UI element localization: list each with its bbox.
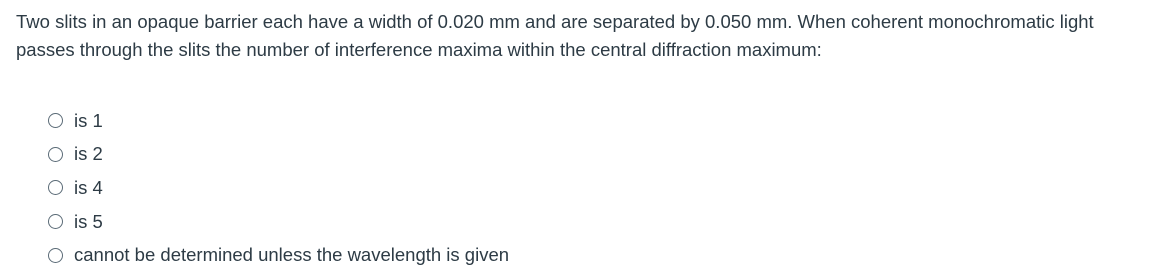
question-text: Two slits in an opaque barrier each have a width of 0.020 mm and are separated by 0.050 mm. When coherent monochromatic light passes through the slits the number of interference maxima within the central diffraction maximum: <box>16 11 1094 60</box>
radio-button[interactable] <box>48 147 63 162</box>
answer-option-5[interactable] <box>48 238 509 272</box>
radio-button[interactable] <box>48 113 63 128</box>
radio-button[interactable] <box>48 180 63 195</box>
answer-list <box>48 104 509 272</box>
answer-option-3[interactable] <box>48 171 509 205</box>
answer-label: is 5 <box>74 210 103 232</box>
answer-option-2[interactable] <box>48 138 509 172</box>
radio-button[interactable] <box>48 214 63 229</box>
answer-label: is 1 <box>74 109 103 131</box>
radio-button[interactable] <box>48 248 63 263</box>
answer-label: is 4 <box>74 176 103 198</box>
answer-label: cannot be determined unless the wavelength is given <box>74 244 510 266</box>
answer-option-4[interactable] <box>48 205 509 239</box>
answer-option-1[interactable] <box>48 104 509 138</box>
answer-label: is 2 <box>74 143 103 165</box>
